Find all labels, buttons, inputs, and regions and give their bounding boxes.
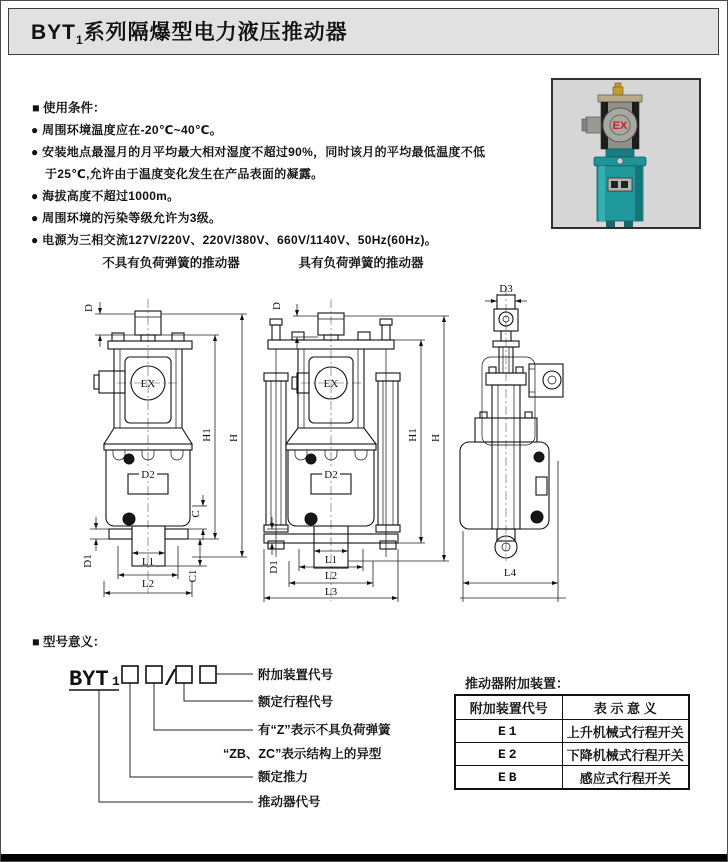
condition-item: ● 周围环境的污染等级允许为3级。 xyxy=(31,211,222,225)
model-label-code: 推动器代号 xyxy=(258,795,321,809)
device-meaning: 下降机械式行程开关 xyxy=(562,743,689,766)
drawing1-title: 不具有负荷弹簧的推动器 xyxy=(102,256,240,270)
col-header-code: 附加装置代号 xyxy=(455,695,562,720)
dim-l2: L2 xyxy=(141,578,155,590)
condition-item-wrap: 于25℃,允许由于温度变化发生在产品表面的凝露。 xyxy=(45,167,324,181)
drawing-with-spring xyxy=(264,299,449,602)
device-meaning: 感应式行程开关 xyxy=(562,766,689,790)
model-meaning-heading: ■ 型号意义： xyxy=(32,635,106,649)
ex-mark: EX xyxy=(140,378,156,390)
condition-item: ● 周围环境温度应在-20℃~40℃。 xyxy=(31,123,223,137)
model-label-z1: 有“Z”表示不具负荷弹簧 xyxy=(258,723,391,737)
title-band xyxy=(8,8,719,55)
page-bottom-rule xyxy=(1,854,727,861)
dim-h1: H1 xyxy=(407,428,419,442)
dim-c: C xyxy=(190,510,202,518)
dim-d1: D1 xyxy=(268,560,280,574)
product-photo xyxy=(551,78,701,229)
dim-l2: L2 xyxy=(324,570,338,582)
table-row xyxy=(455,743,689,766)
model-label-attachment: 附加装置代号 xyxy=(258,668,334,682)
dim-d3: D3 xyxy=(499,283,513,295)
dim-l1: L1 xyxy=(141,556,155,568)
dim-h: H xyxy=(228,434,240,442)
dim-c1: C1 xyxy=(187,569,199,583)
device-code: E1 xyxy=(455,720,562,743)
dim-d2: D2 xyxy=(141,469,155,481)
thruster-photo-art xyxy=(553,80,699,227)
dim-d: D xyxy=(271,302,283,310)
model-code-prefix: BYT xyxy=(69,667,109,692)
technical-drawings xyxy=(1,253,728,623)
device-code: E2 xyxy=(455,743,562,766)
condition-item: ● 海拔高度不超过1000m。 xyxy=(31,189,180,203)
table-row xyxy=(455,766,689,790)
dim-h: H xyxy=(430,434,442,442)
conditions-heading: ■ 使用条件： xyxy=(32,101,106,115)
dim-l1: L1 xyxy=(324,554,338,566)
model-code-sub: 1 xyxy=(112,674,120,689)
col-header-meaning: 表 示 意 义 xyxy=(562,695,689,720)
device-code: EB xyxy=(455,766,562,790)
condition-item: ● 电源为三相交流127V/220V、220V/380V、660V/1140V、50Hz(60Hz)。 xyxy=(31,233,438,247)
model-code-diagram xyxy=(41,656,461,821)
drawing-side-view xyxy=(460,283,566,602)
dim-d2: D2 xyxy=(324,469,338,481)
dim-l3: L3 xyxy=(324,586,338,598)
model-label-z2: “ZB、ZC”表示结构上的异型 xyxy=(223,747,382,761)
ex-mark: EX xyxy=(323,378,339,390)
table-row xyxy=(455,720,689,743)
model-code-slash: / xyxy=(164,667,178,692)
drawing2-title: 具有负荷弹簧的推动器 xyxy=(298,256,424,270)
dim-l4: L4 xyxy=(503,567,517,579)
dim-h1: H1 xyxy=(201,428,213,442)
page-title: $BYT_1$系列隔爆型电力液压推动器 xyxy=(31,20,348,48)
model-label-stroke: 额定行程代号 xyxy=(258,695,334,709)
condition-item: ● 安装地点最湿月的月平均最大相对湿度不超过90%，同时该月的平均最低温度不低 xyxy=(31,145,486,159)
device-meaning: 上升机械式行程开关 xyxy=(562,720,689,743)
dim-d1: D1 xyxy=(82,554,94,568)
attachment-table-title: 推动器附加装置： xyxy=(465,676,570,691)
drawing-no-spring xyxy=(82,299,247,597)
dim-d: D xyxy=(83,304,95,312)
attachment-table xyxy=(454,694,690,790)
model-label-thrust: 额定推力 xyxy=(258,770,309,784)
photo-ex-mark: EX xyxy=(612,120,628,132)
table-header-row xyxy=(455,695,689,720)
